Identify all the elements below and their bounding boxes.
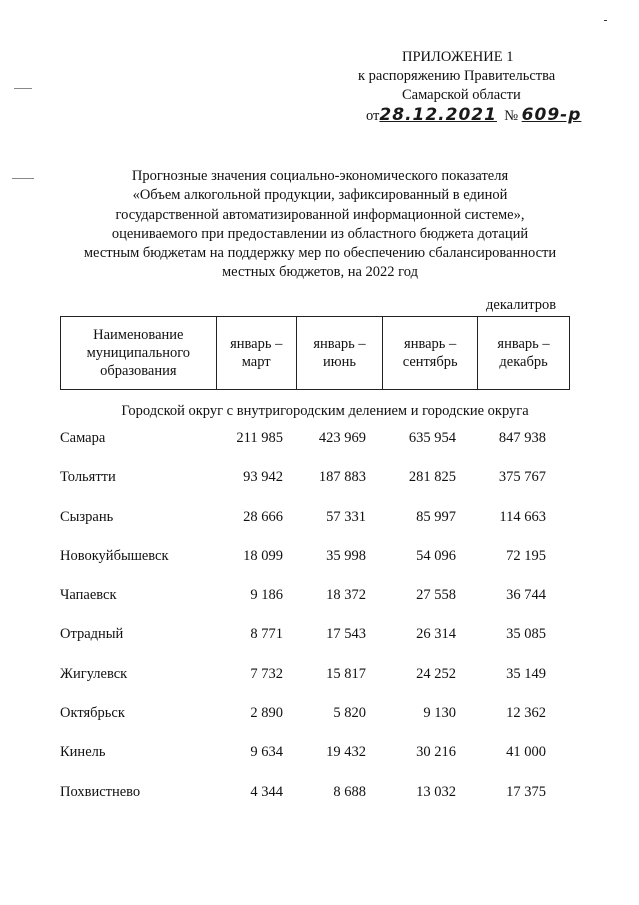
header-text: январь – [404,336,457,352]
title-line: оцениваемого при предоставлении из областного бюджета дотаций [111,225,529,242]
value-cell: 13 032 [416,783,456,800]
attachment-title: ПРИЛОЖЕНИЕ 1 [402,49,514,65]
value-cell: 847 938 [498,430,546,446]
table-row [60,705,570,744]
header-year [478,317,570,390]
header-municipality [61,317,217,390]
table-row [60,666,570,705]
scan-speck [12,178,34,179]
value-cell: 12 362 [506,705,546,722]
value-cell: 9 634 [250,744,283,761]
table-row [60,744,570,783]
table-row [60,469,570,508]
date-prefix: от [366,108,380,124]
header-text: сентябрь [402,354,458,370]
table-row [60,587,570,626]
value-cell: 35 998 [326,547,366,564]
value-cell: 5 820 [333,705,366,722]
value-cell: 18 372 [326,587,366,604]
attachment-decree: к распоряжению Правительства [358,68,556,84]
attachment-region: Самарской области [402,87,521,103]
value-cell: 54 096 [416,547,456,564]
table-row [60,626,570,665]
table-row [60,430,570,469]
value-cell: 2 890 [250,705,283,722]
value-cell: 9 186 [250,587,283,604]
value-cell: 36 744 [506,587,546,604]
value-cell: 4 344 [250,783,283,800]
header-9m [383,317,478,390]
value-cell: 17 375 [506,783,546,800]
title-line: Прогнозные значения социально-экономического показателя [131,168,509,184]
value-cell: 41 000 [506,744,546,761]
header-text: декабрь [499,354,548,370]
value-cell: 57 331 [326,508,366,525]
section-heading: Городской округ с внутригородским делением и городские округа [121,403,529,419]
header-text: Наименование [93,327,184,343]
municipality-name: Самара [60,430,106,446]
value-cell: 114 663 [499,508,546,525]
value-cell: 9 130 [423,705,456,722]
value-cell: 375 767 [498,469,546,486]
value-cell: 8 688 [333,783,366,800]
value-cell: 85 997 [416,508,456,525]
title-line: государственной автоматизированной информационной системе», [115,206,525,223]
value-cell: 19 432 [326,744,366,761]
table-body [60,430,570,823]
table-row [60,548,570,587]
value-cell: 8 771 [250,626,283,643]
value-cell: 27 558 [416,587,456,604]
value-cell: 635 954 [408,430,456,446]
number-prefix: № [504,108,519,124]
municipality-name: Тольятти [60,469,116,486]
handwritten-number: 609-р [521,105,582,125]
value-cell: 93 942 [243,469,283,486]
header-text: январь – [230,336,283,352]
municipality-name: Сызрань [60,508,114,525]
value-cell: 28 666 [243,508,283,525]
value-cell: 187 883 [318,469,366,486]
value-cell: 24 252 [416,665,456,682]
attachment-date-line [366,106,581,126]
value-cell: 423 969 [318,430,366,446]
table-row [60,784,570,823]
header-text: январь – [313,336,366,352]
document-title [60,167,580,283]
table-row [60,509,570,548]
value-cell: 35 149 [506,665,546,682]
header-q1 [216,317,296,390]
value-cell: 26 314 [416,626,456,643]
title-line: «Объем алкогольной продукции, зафиксированный в единой [132,187,508,204]
title-line: местным бюджетам на поддержку мер по обеспечению сбалансированности [83,245,557,262]
header-h1 [296,317,382,390]
table-header [60,316,570,390]
header-text: январь – [497,336,550,352]
value-cell: 211 985 [236,430,283,446]
units-label: декалитров [486,297,557,313]
scan-speck [14,88,32,89]
handwritten-date: 28.12.2021 [379,105,497,125]
value-cell: 35 085 [506,626,546,643]
value-cell: 30 216 [416,744,456,761]
scan-speck [604,20,607,21]
value-cell: 18 099 [243,547,283,564]
municipality-name: Чапаевск [60,587,117,604]
value-cell: 281 825 [408,469,456,486]
header-text: муниципального [86,345,191,361]
header-text: образования [100,363,177,379]
municipality-name: Похвистнево [60,783,141,800]
title-line: местных бюджетов, на 2022 год [222,264,418,281]
municipality-name: Кинель [60,744,106,761]
value-cell: 17 543 [326,626,366,643]
municipality-name: Октябрьск [60,705,125,722]
municipality-name: Новокуйбышевск [60,547,169,564]
value-cell: 7 732 [250,665,283,682]
header-text: июнь [323,354,356,370]
value-cell: 15 817 [326,665,366,682]
value-cell: 72 195 [506,547,546,564]
municipality-name: Жигулевск [60,665,128,682]
header-text: март [241,354,271,370]
municipality-name: Отрадный [60,626,124,643]
